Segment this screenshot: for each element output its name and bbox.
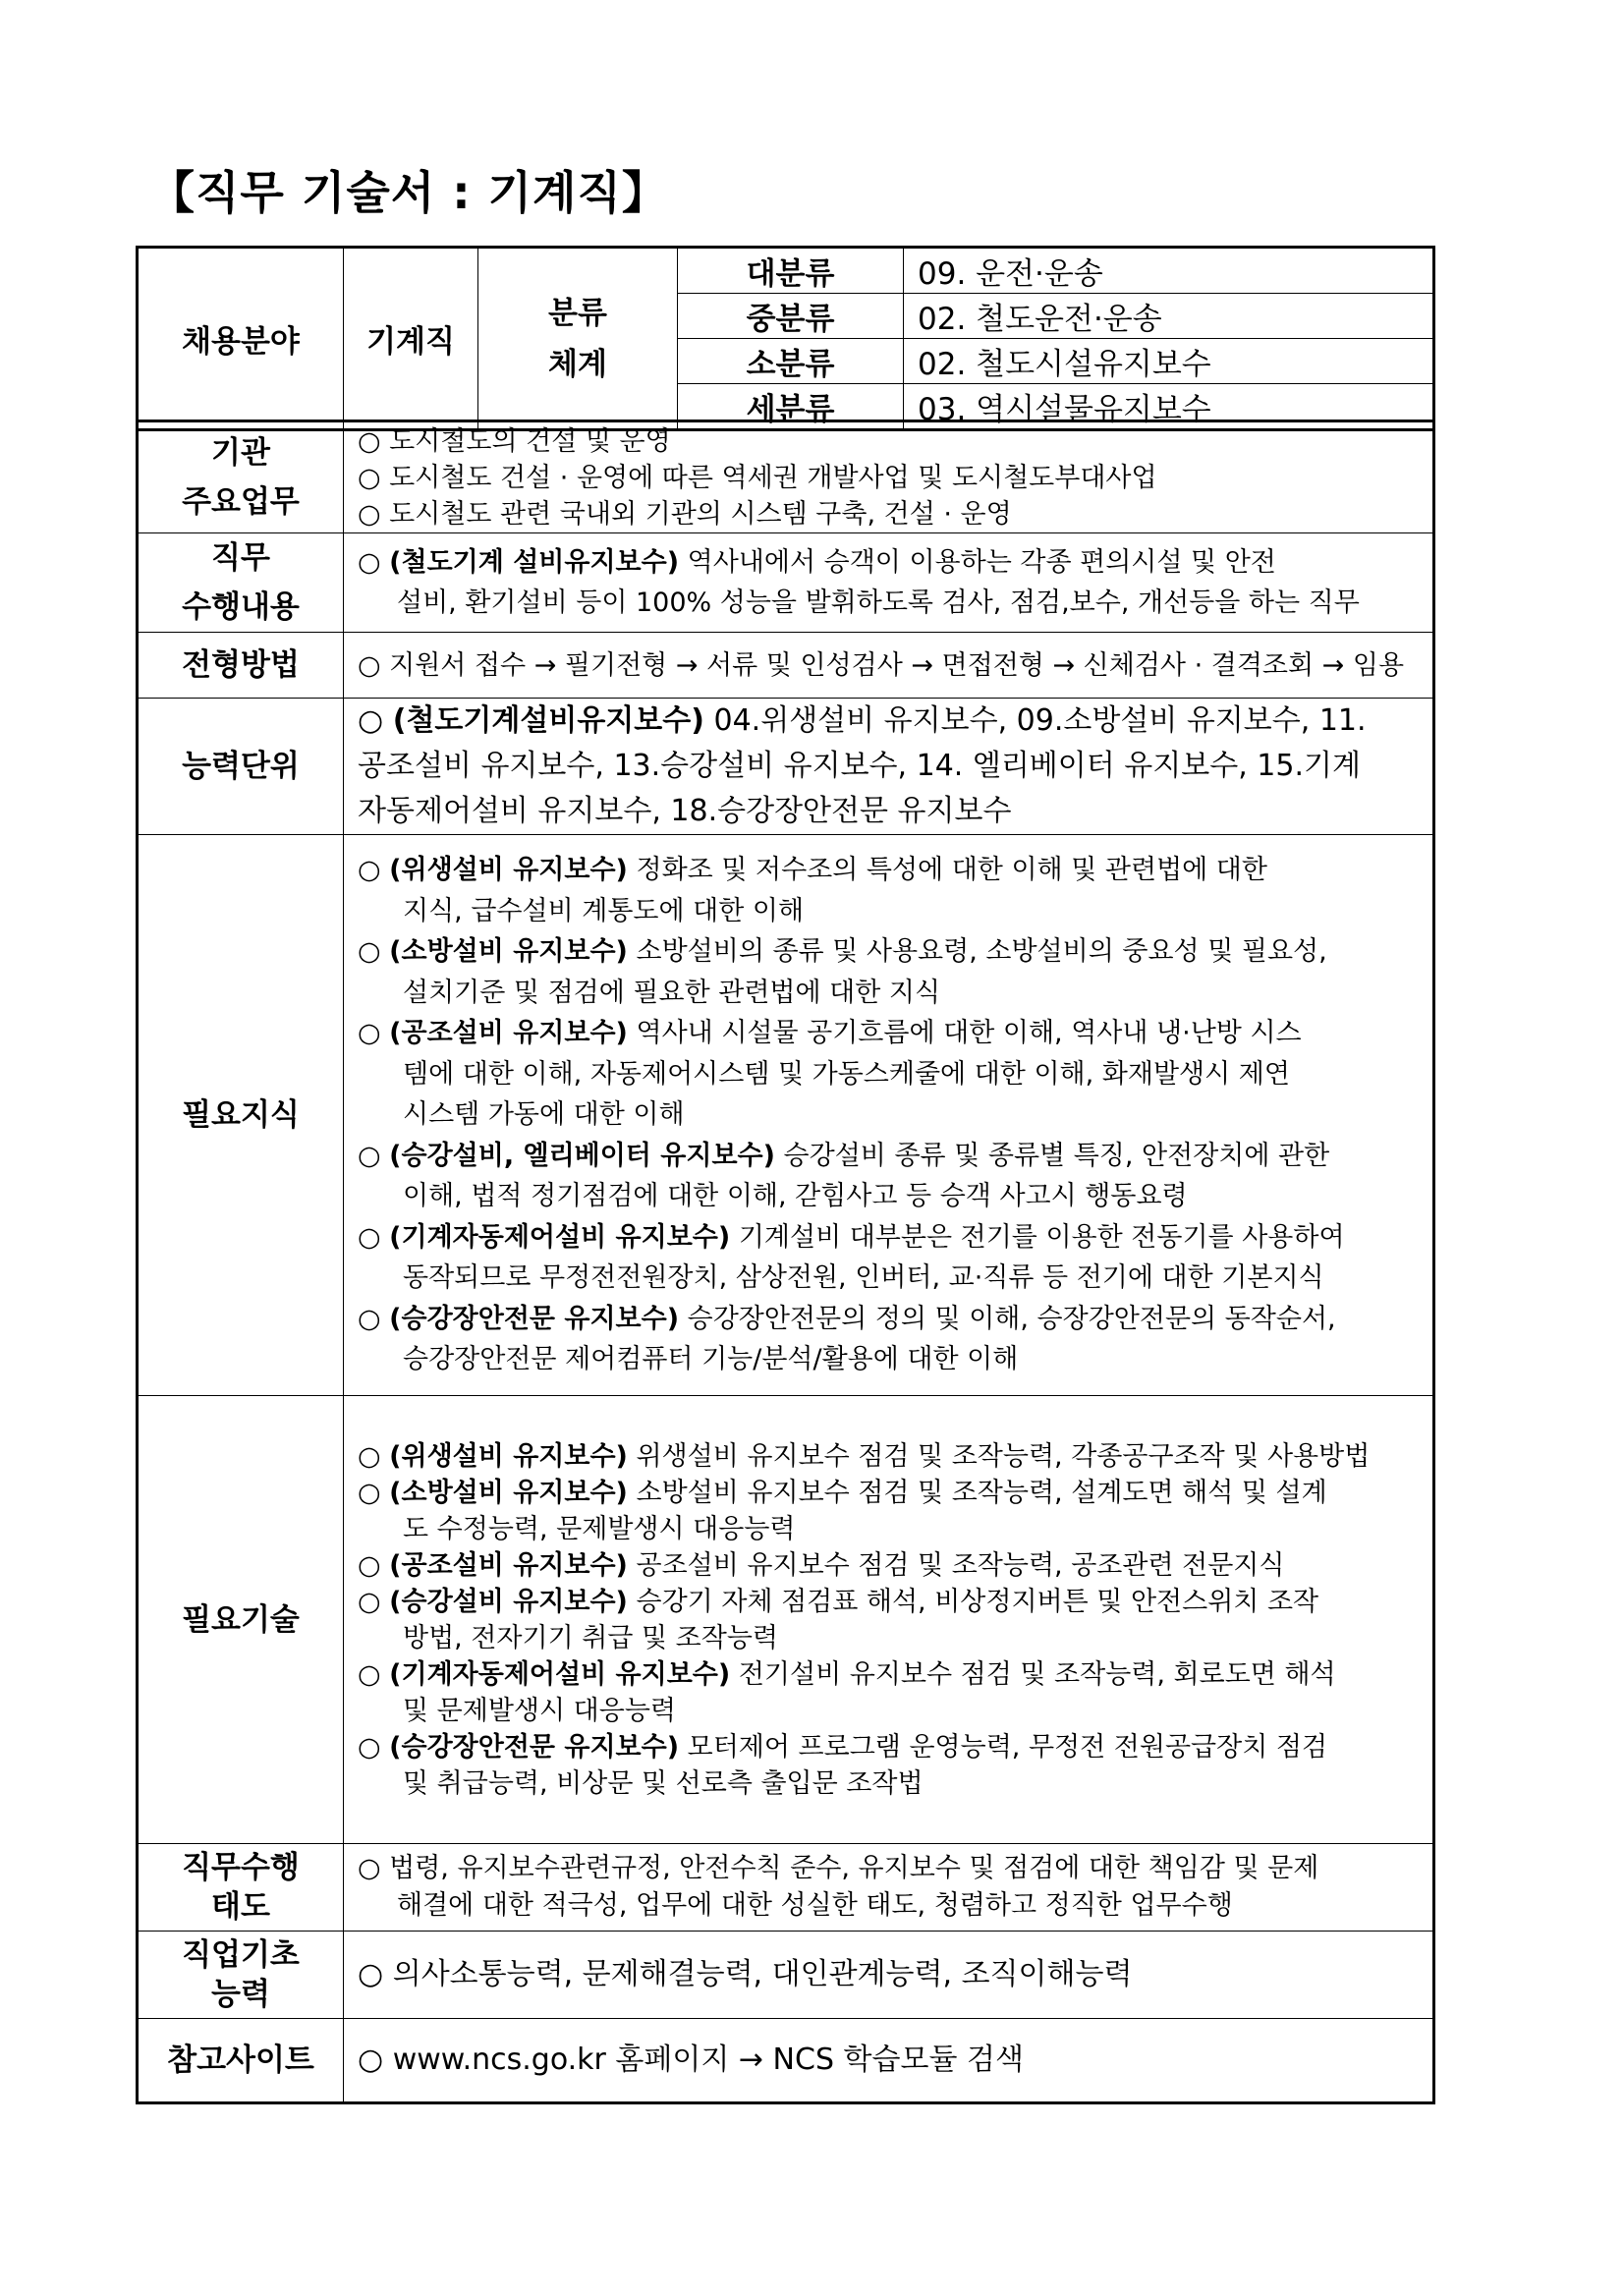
knowledge-item-continuation: 이해, 법적 정기점검에 대한 이해, 갇힘사고 등 승객 사고시 행동요령	[403, 1181, 1188, 1212]
bullet-icon: ○	[358, 855, 381, 886]
knowledge-item-continuation: 승강장안전문 제어컴퓨터 기능/분석/활용에 대한 이해	[403, 1344, 1019, 1375]
competency-units-content	[344, 699, 1434, 835]
competency-category: (철도기계설비유지보수)	[392, 703, 704, 738]
knowledge-item-text: 기계설비 대부분은 전기를 이용한 전동기를 사용하여	[730, 1221, 1345, 1253]
skills-item-category: (승강설비 유지보수)	[389, 1586, 628, 1617]
knowledge-item-continuation: 설치기준 및 점검에 필요한 관련법에 대한 지식	[403, 977, 941, 1008]
competency-line-1	[358, 699, 1419, 744]
category-minor-value: 02. 철도시설유지보수	[904, 339, 1434, 384]
work-attitude-line-2: 해결에 대한 적극성, 업무에 대한 성실한 태도, 청렴하고 정직한 업무수행	[397, 1890, 1233, 1921]
bullet-icon: ○	[358, 1221, 381, 1253]
row-required-skills	[138, 1396, 1434, 1844]
page-title: 【직무 기술서 : 기계직】	[149, 166, 668, 219]
main-duties-content	[344, 421, 1434, 533]
bullet-icon: ○	[358, 1731, 381, 1763]
basic-competency-label-line-2: 능력	[211, 1977, 270, 2012]
row-work-attitude	[138, 1844, 1434, 1932]
skills-item	[358, 1438, 1419, 1475]
bullet-icon: ○	[358, 1140, 381, 1171]
bullet-icon: ○	[358, 936, 381, 968]
classification-table	[136, 246, 1435, 431]
category-minor-label: 소분류	[678, 339, 904, 384]
knowledge-item-category: (승강설비, 엘리베이터 유지보수)	[389, 1140, 775, 1171]
job-description-table	[136, 420, 1435, 2104]
duty-content	[344, 533, 1434, 633]
knowledge-item	[358, 931, 1419, 973]
bullet-icon: ○	[358, 547, 381, 578]
skills-item-continuation: 및 문제발생시 대응능력	[403, 1695, 676, 1726]
knowledge-item-category: (공조설비 유지보수)	[389, 1018, 628, 1049]
bullet-icon: ○	[358, 1549, 381, 1581]
work-attitude-label-line-2: 태도	[211, 1889, 270, 1925]
main-duties-label-line-1: 기관	[211, 435, 270, 471]
category-major-label: 대분류	[678, 248, 904, 294]
row-selection-method	[138, 633, 1434, 699]
skills-item	[358, 1475, 1419, 1511]
category-middle-label: 중분류	[678, 294, 904, 339]
bullet-icon: ○	[358, 1440, 381, 1472]
bullet-icon: ○	[358, 703, 384, 738]
knowledge-item-category: (소방설비 유지보수)	[389, 936, 628, 968]
skills-item-continuation: 도 수정능력, 문제발생시 대응능력	[403, 1513, 796, 1544]
competency-line-2: 공조설비 유지보수, 13.승강설비 유지보수, 14. 엘리베이터 유지보수, 15.기계	[358, 749, 1361, 783]
skills-item-text: 모터제어 프로그램 운영능력, 무정전 전원공급장치 점검	[679, 1731, 1328, 1763]
classification-label-line-2: 체계	[548, 346, 607, 382]
category-detail-value: 03. 역시설물유지보수	[904, 384, 1434, 430]
competency-text: 04.위생설비 유지보수, 09.소방설비 유지보수, 11.	[703, 703, 1367, 738]
bullet-icon: ○	[358, 1658, 381, 1690]
selection-method-text: ○ 지원서 접수 → 필기전형 → 서류 및 인성검사 → 면접전형 → 신체검사 · 결격조회 → 임용	[358, 649, 1405, 681]
required-skills-content	[344, 1396, 1434, 1844]
main-duty-line: ○ 도시철도의 건설 및 운영	[358, 425, 671, 457]
basic-competency-label-line-1: 직업기초	[182, 1937, 300, 1973]
skills-item-category: (공조설비 유지보수)	[389, 1549, 628, 1581]
duty-content-label	[138, 533, 344, 633]
bullet-icon: ○	[358, 1303, 381, 1334]
work-attitude-label-line-1: 직무수행	[182, 1850, 300, 1885]
classification-label-line-1: 분류	[548, 295, 607, 331]
knowledge-item-continuation: 템에 대한 이해, 자동제어시스템 및 가동스케줄에 대한 이해, 화재발생시 제연	[403, 1058, 1290, 1090]
basic-competency-content	[344, 1932, 1434, 2019]
competency-units-label: 능력단위	[138, 699, 344, 835]
knowledge-item	[358, 1217, 1419, 1259]
row-required-knowledge	[138, 835, 1434, 1396]
duty-line-2: 설비, 환기설비 등이 100% 성능을 발휘하도록 검사, 점검,보수, 개선등을 하는 직무	[397, 588, 1360, 618]
bullet-icon: ○	[358, 1477, 381, 1508]
reference-site-content	[344, 2019, 1434, 2103]
row-basic-competency	[138, 1932, 1434, 2019]
work-attitude-content	[344, 1844, 1434, 1932]
required-skills-label: 필요기술	[138, 1396, 344, 1844]
work-attitude-label	[138, 1844, 344, 1932]
classification-label	[478, 248, 678, 430]
knowledge-item-continuation: 동작되므로 무정전전원장치, 삼상전원, 인버터, 교·직류 등 전기에 대한 기본지식	[403, 1262, 1324, 1294]
main-duty-line: ○ 도시철도 관련 국내외 기관의 시스템 구축, 건설 · 운영	[358, 498, 1012, 530]
skills-item	[358, 1584, 1419, 1620]
skills-item-text: 위생설비 유지보수 점검 및 조작능력, 각종공구조작 및 사용방법	[627, 1440, 1371, 1472]
selection-method-label: 전형방법	[138, 633, 344, 699]
work-attitude-line-1: ○ 법령, 유지보수관련규정, 안전수칙 준수, 유지보수 및 점검에 대한 책임감 및 문제	[358, 1853, 1319, 1883]
duty-line-1	[358, 542, 1419, 583]
category-detail-label: 세분류	[678, 384, 904, 430]
skills-item-text: 승강기 자체 점검표 해석, 비상정지버튼 및 안전스위치 조작	[627, 1586, 1319, 1617]
main-duties-label	[138, 421, 344, 533]
selection-method-content	[344, 633, 1434, 699]
skills-item-continuation: 및 취급능력, 비상문 및 선로측 출입문 조작법	[403, 1767, 924, 1799]
skills-item-text: 전기설비 유지보수 점검 및 조작능력, 회로도면 해석	[730, 1658, 1336, 1690]
duty-content-label-line-1: 직무	[211, 540, 270, 576]
skills-item-category: (소방설비 유지보수)	[389, 1477, 628, 1508]
required-knowledge-content	[344, 835, 1434, 1396]
reference-site-label: 참고사이트	[138, 2019, 344, 2103]
skills-item-text: 공조설비 유지보수 점검 및 조작능력, 공조관련 전문지식	[627, 1549, 1285, 1581]
main-duties-label-line-2: 주요업무	[182, 484, 300, 520]
bullet-icon: ○	[358, 1586, 381, 1617]
skills-item-text: 소방설비 유지보수 점검 및 조작능력, 설계도면 해석 및 설계	[627, 1477, 1327, 1508]
skills-item-category: (승강장안전문 유지보수)	[389, 1731, 680, 1763]
duty-category: (철도기계 설비유지보수)	[389, 547, 680, 578]
skills-item	[358, 1656, 1419, 1693]
knowledge-item	[358, 1299, 1419, 1340]
basic-competency-text: ○ 의사소통능력, 문제해결능력, 대인관계능력, 조직이해능력	[358, 1957, 1133, 1991]
knowledge-item-category: (승강장안전문 유지보수)	[389, 1303, 680, 1334]
basic-competency-label	[138, 1932, 344, 2019]
duty-text: 역사내에서 승객이 이용하는 각종 편의시설 및 안전	[679, 547, 1276, 578]
knowledge-item-text: 정화조 및 저수조의 특성에 대한 이해 및 관련법에 대한	[627, 855, 1267, 886]
skills-item-category: (기계자동제어설비 유지보수)	[389, 1658, 731, 1690]
knowledge-item-text: 승강설비 종류 및 종류별 특징, 안전장치에 관한	[774, 1140, 1330, 1171]
knowledge-item	[358, 1013, 1419, 1054]
required-knowledge-label: 필요지식	[138, 835, 344, 1396]
skills-item-category: (위생설비 유지보수)	[389, 1440, 628, 1472]
competency-line-3: 자동제어설비 유지보수, 18.승강장안전문 유지보수	[358, 794, 1012, 828]
category-middle-value: 02. 철도운전·운송	[904, 294, 1434, 339]
row-duty-content	[138, 533, 1434, 633]
skills-item-continuation: 방법, 전자기기 취급 및 조작능력	[403, 1622, 778, 1653]
field-value: 기계직	[344, 248, 478, 430]
knowledge-item-continuation: 시스템 가동에 대한 이해	[403, 1099, 685, 1131]
knowledge-item-category: (위생설비 유지보수)	[389, 855, 628, 886]
main-duty-line: ○ 도시철도 건설 · 운영에 따른 역세권 개발사업 및 도시철도부대사업	[358, 462, 1157, 493]
knowledge-item-continuation: 지식, 급수설비 계통도에 대한 이해	[403, 895, 805, 926]
skills-item	[358, 1729, 1419, 1765]
field-label: 채용분야	[138, 248, 344, 430]
row-competency-units	[138, 699, 1434, 835]
reference-site-text: ○ www.ncs.go.kr 홈페이지 → NCS 학습모듈 검색	[358, 2043, 1024, 2077]
duty-content-label-line-2: 수행내용	[182, 589, 300, 625]
knowledge-item-text: 소방설비의 종류 및 사용요령, 소방설비의 중요성 및 필요성,	[627, 936, 1327, 968]
row-main-duties	[138, 421, 1434, 533]
knowledge-item-text: 승강장안전문의 정의 및 이해, 승장강안전문의 동작순서,	[679, 1303, 1336, 1334]
knowledge-item	[358, 1136, 1419, 1177]
knowledge-item-text: 역사내 시설물 공기흐름에 대한 이해, 역사내 냉·난방 시스	[627, 1018, 1302, 1049]
bullet-icon: ○	[358, 1018, 381, 1049]
skills-item	[358, 1547, 1419, 1584]
category-major-value: 09. 운전·운송	[904, 248, 1434, 294]
row-reference-site	[138, 2019, 1434, 2103]
knowledge-item	[358, 850, 1419, 891]
knowledge-item-category: (기계자동제어설비 유지보수)	[389, 1221, 731, 1253]
